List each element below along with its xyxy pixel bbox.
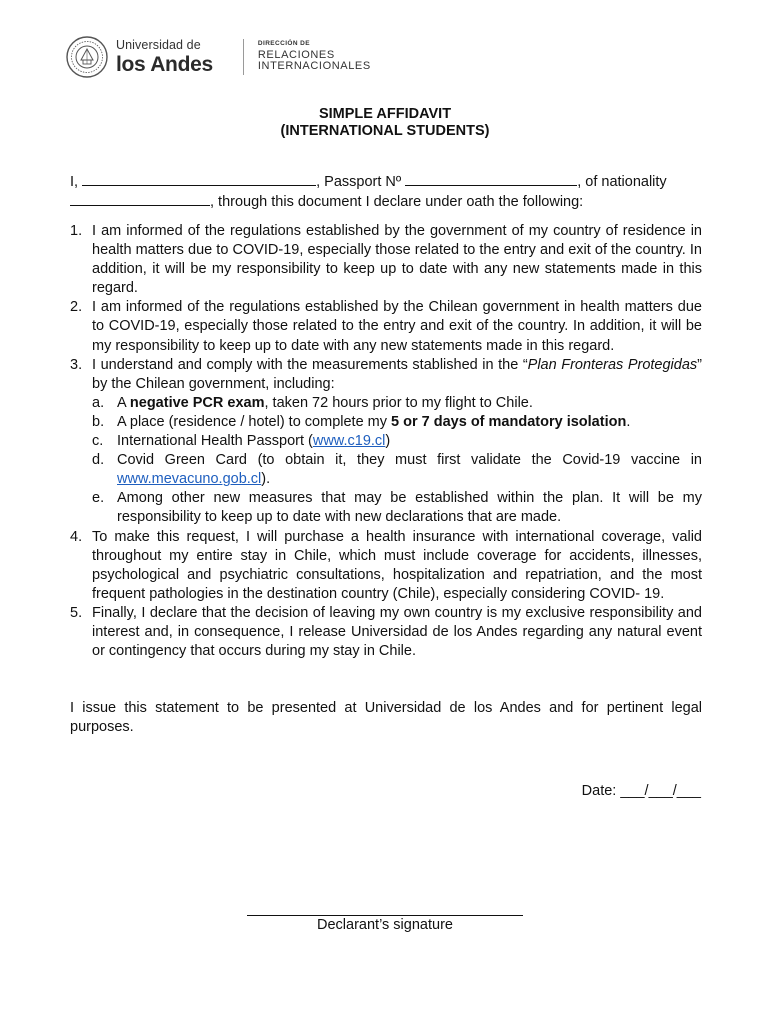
department-line3: INTERNACIONALES — [257, 60, 371, 73]
intro-paragraph — [70, 172, 700, 212]
item-number: 3. — [70, 356, 83, 373]
list-item — [70, 356, 702, 528]
logo-divider — [243, 39, 244, 75]
item-number: 5. — [70, 604, 83, 621]
item-text: To make this request, I will purchase a health insurance with international coverage, valid throughout my entire stay in Chile, which must include coverage for accidents, illnesses, psychological and psychiatric consultations, hospitalization and repatriation, and the most frequent pathologies in the destination country (Chile), especially considering COVID- 19. — [92, 528, 702, 602]
sub-letter: a. — [92, 394, 105, 411]
plan-name: Plan Fronteras Protegidas — [527, 356, 698, 373]
intro-nationality: , of nationality — [577, 174, 667, 190]
item-number: 2. — [70, 299, 83, 316]
sub-text: Among other new measures that may be established within the plan. It will be my responsibility to keep up to date with new declarations that are made. — [117, 490, 702, 526]
university-name — [116, 39, 213, 75]
sub-letter: e. — [92, 490, 105, 507]
item-text: I am informed of the regulations established by the Chilean government in health matters due to COVID-19, especially those related to the entry and exit of the country. In addition, it will be my responsibility to keep up to date with any new statements made in this regard. — [92, 299, 702, 354]
item-text: Finally, I declare that the decision of leaving my own country is my exclusive responsibility and interest and, in consequence, I release Universidad de los Andes regarding any natural event or contingency that occurs during my stay in Chile. — [92, 604, 702, 660]
item-text: I am informed of the regulations established by the government of my country of residence in health matters due to COVID-19, especially those related to the entry and exit of the country. In addition, it will be my responsibility to keep up to date with any new statements made in this regard. — [92, 223, 702, 297]
university-seal-icon — [66, 36, 108, 78]
mevacuno-link[interactable]: www.mevacuno.gob.cl — [117, 471, 262, 488]
sub-text: A — [117, 394, 130, 411]
sub-text: ). — [261, 471, 271, 488]
item-number: 1. — [70, 223, 83, 239]
passport-blank — [405, 172, 577, 186]
item-text-post: ” by the Chilean government, including: — [92, 356, 702, 392]
intro-i: I, — [70, 174, 79, 190]
university-logo — [66, 30, 371, 84]
document-title: SIMPLE AFFIDAVIT — [318, 106, 452, 122]
sub-letter: c. — [92, 433, 104, 450]
list-item — [70, 528, 702, 604]
university-name-line1: Universidad de — [116, 38, 201, 53]
item-number: 4. — [70, 528, 83, 545]
signature-line — [247, 915, 523, 916]
c19-link[interactable]: www.c19.cl — [312, 433, 386, 450]
document-subtitle: (INTERNATIONAL STUDENTS) — [280, 123, 490, 139]
sub-letter: b. — [92, 413, 105, 430]
signature-label: Declarant’s signature — [317, 917, 453, 933]
sub-item — [92, 489, 702, 527]
sub-item — [92, 413, 702, 432]
nationality-blank — [70, 192, 210, 206]
department-line2: RELACIONES — [257, 48, 335, 61]
declaration-list — [70, 222, 702, 661]
list-item — [70, 222, 702, 298]
sub-letter: d. — [92, 452, 105, 469]
list-item — [70, 604, 702, 661]
sub-text: Covid Green Card (to obtain it, they must first validate the Covid-19 vaccine in — [117, 452, 702, 469]
department-name — [258, 41, 371, 73]
sub-text: . — [626, 413, 631, 430]
date-field: Date: ___/___/___ — [581, 783, 701, 799]
university-name-line2: los Andes — [116, 52, 213, 76]
sub-item — [92, 451, 702, 489]
sub-bold: negative PCR exam — [129, 394, 265, 411]
sub-bold: 5 or 7 days of mandatory isolation — [391, 413, 627, 430]
department-line1: DIRECCIÓN DE — [257, 40, 310, 48]
sub-text: , taken 72 hours prior to my flight to Chile. — [264, 394, 533, 411]
sub-text: A place (residence / hotel) to complete my — [117, 413, 392, 430]
sub-item — [92, 394, 702, 413]
list-item — [70, 298, 702, 355]
sub-text: International Health Passport ( — [117, 433, 313, 450]
intro-oath: , through this document I declare under oath the following: — [210, 194, 584, 210]
item-text-pre: I understand and comply with the measurements stablished in the “ — [92, 356, 528, 373]
intro-passport: , Passport Nº — [316, 174, 402, 190]
closing-statement: I issue this statement to be presented at Universidad de los Andes and for pertinent legal purposes. — [70, 700, 702, 735]
name-blank — [82, 172, 316, 186]
sub-text: ) — [385, 433, 391, 450]
sub-item — [92, 432, 702, 451]
